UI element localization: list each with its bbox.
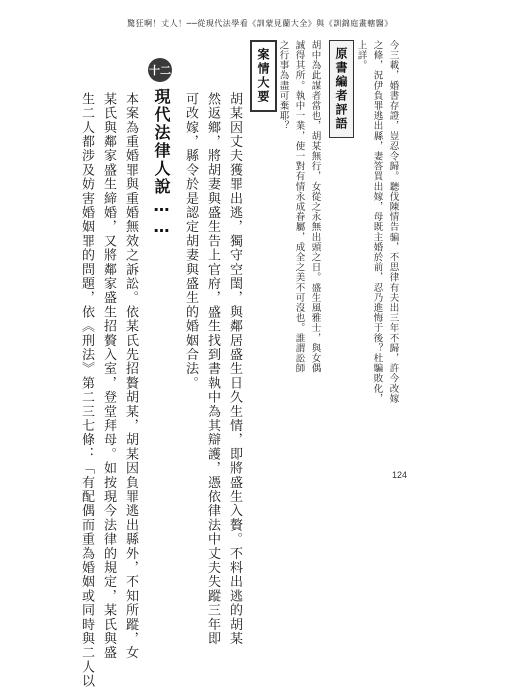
section-number-badge: 十二 [148, 58, 172, 82]
case-summary-line-2: 然返鄉，將胡妻與盛生告上官府，盛生找到書執中為其辯護，憑依律法中丈夫失蹤三年即 [205, 92, 220, 646]
editor-comment-line-1: 胡中為此謀者當也，胡某無行，女從之永無出頭之日。盛生風雅士，與女偶 [309, 40, 321, 374]
judgment-text-line-3: 上詳。 [355, 40, 367, 71]
running-head: 驚狂啊！丈人！──從現代法學看《訓蒙見蘭大全》與《訓錦庭畫轄醫》 [127, 19, 393, 28]
judgment-text-line-1: 今三載，婚書存證，豈忍令歸。聽伐陳情告骗，不思律有夫出三年不歸，許今改嫁 [387, 40, 399, 404]
section-heading: 現代法律人說…… [152, 88, 171, 238]
judgment-text-line-2: 之條，況伊負罪逃出縣，妻答買出嫁，母既主婚於前，忍乃進悔于後？杜騙敗化， [371, 40, 383, 404]
page-number: 124 [392, 470, 408, 480]
editor-comment-line-2: 誠得其所。執中一業，使一對有情永成眷屬，成全之美不可沒也。誰謂訟師 [293, 40, 305, 374]
modern-law-line-1: 本案為重婚罪與重婚無效之訴訟。依某氏先招贅胡某，胡某因負罪逃出縣外，不知所蹤，女 [123, 92, 138, 660]
modern-law-line-3: 生二人都涉及妨害婚姻罪的問題，依《刑法》第二三七條：「有配偶而重為婚姻或同時與二人以 [79, 92, 94, 688]
case-summary-line-3: 可改嫁，縣令於是認定胡妻與盛生的婚姻合法。 [183, 92, 198, 391]
case-summary-line-1: 胡某因丈夫獲罪出逃，獨守空閨，與鄰居盛生日久生情，即將盛生入贅。不料出逃的胡某 [227, 92, 242, 646]
editor-comment-label: 原書編者評語 [329, 40, 354, 138]
case-summary-label: 案情大要 [250, 40, 277, 112]
modern-law-line-2: 某氏與鄰家盛生締婚，又將鄰家盛生招贅入室，登堂拜母。如按現今法律的規定，某氏與盛 [101, 92, 116, 660]
editor-comment-line-3: 之行事為盡可棄耶？ [277, 40, 289, 131]
